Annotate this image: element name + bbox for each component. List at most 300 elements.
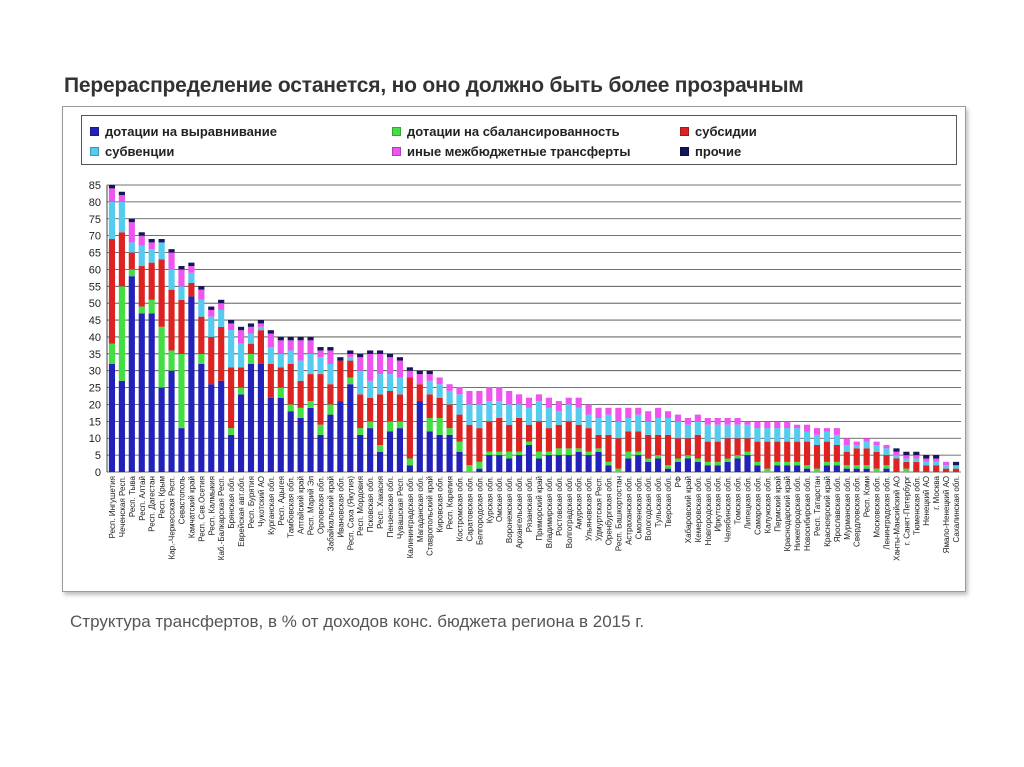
- bar-segment: [546, 428, 552, 452]
- bar-segment: [447, 384, 453, 391]
- bar-segment: [645, 411, 651, 421]
- bar-segment: [377, 354, 383, 374]
- bar-segment: [864, 438, 870, 441]
- x-tick-label: Московская обл.: [872, 476, 882, 538]
- bar-segment: [734, 458, 740, 472]
- bar-segment: [645, 421, 651, 435]
- bar-segment: [298, 381, 304, 408]
- x-tick-label: Оренбургская обл.: [604, 476, 614, 546]
- x-tick-label: Респ. Сев.Осетия: [197, 476, 207, 542]
- bar-segment: [208, 337, 214, 384]
- bar-segment: [307, 354, 313, 374]
- bar-segment: [486, 452, 492, 455]
- bar-segment: [566, 455, 572, 472]
- bar-segment: [317, 350, 323, 357]
- bar-segment: [476, 469, 482, 472]
- bar-segment: [556, 425, 562, 449]
- bar-segment: [824, 428, 830, 431]
- bar-segment: [804, 465, 810, 468]
- bar-segment: [407, 367, 413, 370]
- x-tick-label: Краснодарский край: [783, 476, 793, 552]
- bar-segment: [685, 455, 691, 458]
- bar-segment: [754, 421, 760, 428]
- bar-segment: [516, 394, 522, 404]
- bar-segment: [208, 317, 214, 337]
- bar-segment: [288, 340, 294, 350]
- bar-segment: [298, 361, 304, 381]
- bar-segment: [734, 455, 740, 458]
- bar-segment: [834, 428, 840, 435]
- bar-segment: [814, 428, 820, 435]
- bar-segment: [417, 374, 423, 384]
- bar-segment: [268, 334, 274, 348]
- x-tick-label: Респ. Марий Эл: [306, 476, 316, 536]
- bar-segment: [198, 364, 204, 472]
- bar-segment: [615, 469, 621, 472]
- x-tick-label: Курская обл.: [485, 476, 495, 524]
- bar-segment: [913, 462, 919, 472]
- bar-segment: [516, 452, 522, 455]
- bar-segment: [764, 469, 770, 472]
- bar-segment: [566, 398, 572, 405]
- bar-segment: [804, 425, 810, 432]
- bar-segment: [298, 418, 304, 472]
- bar-segment: [635, 408, 641, 415]
- slide-title: Перераспределение останется, но оно должно быть более прозрачным: [64, 74, 804, 97]
- bar-segment: [556, 401, 562, 411]
- bar-segment: [317, 347, 323, 350]
- bar-segment: [516, 418, 522, 452]
- bar-segment: [685, 425, 691, 439]
- y-tick-label: 80: [88, 196, 101, 209]
- bar-segment: [278, 367, 284, 387]
- bar-segment: [605, 465, 611, 472]
- bar-segment: [576, 452, 582, 472]
- bar-segment: [595, 435, 601, 449]
- bar-segment: [397, 394, 403, 421]
- bar-segment: [754, 462, 760, 465]
- x-tick-label: Пермский край: [773, 476, 783, 532]
- legend-label-subventions: субвенции: [105, 143, 175, 159]
- y-tick-label: 30: [88, 365, 101, 378]
- x-tick-label: Калужская обл.: [763, 476, 773, 534]
- bar-segment: [466, 465, 472, 472]
- bar-segment: [605, 408, 611, 415]
- x-tick-label: Приморский край: [534, 475, 544, 541]
- bar-segment: [675, 421, 681, 438]
- bar-segment: [278, 398, 284, 472]
- bar-segment: [149, 300, 155, 314]
- bar-segment: [288, 404, 294, 411]
- bar-segment: [645, 458, 651, 461]
- x-tick-label: Ульяновская обл.: [584, 476, 594, 541]
- bar-segment: [784, 442, 790, 462]
- x-tick-label: Кар.-Черкесская Респ.: [167, 476, 177, 560]
- bar-segment: [109, 185, 115, 188]
- bar-segment: [377, 452, 383, 472]
- bar-segment: [913, 455, 919, 458]
- x-tick-label: Томская обл.: [733, 476, 743, 525]
- bar-segment: [804, 469, 810, 472]
- bar-segment: [407, 465, 413, 472]
- bar-segment: [298, 408, 304, 418]
- bar-segment: [893, 458, 899, 472]
- bar-segment: [625, 431, 631, 451]
- x-tick-label: РФ: [673, 476, 683, 488]
- bar-segment: [804, 442, 810, 466]
- bar-segment: [159, 242, 165, 259]
- bar-segment: [595, 408, 601, 418]
- x-tick-label: Каб.-Балкарская Респ.: [217, 476, 227, 561]
- bar-segment: [317, 357, 323, 374]
- stacked-bar-chart: [63, 107, 967, 593]
- bar-segment: [576, 425, 582, 449]
- bar-segment: [228, 435, 234, 472]
- bar-segment: [278, 340, 284, 354]
- bar-segment: [377, 374, 383, 394]
- bar-segment: [397, 428, 403, 472]
- bar-segment: [198, 354, 204, 364]
- bar-segment: [824, 442, 830, 462]
- bar-segment: [943, 465, 949, 468]
- bar-segment: [238, 330, 244, 344]
- x-tick-label: Респ. Мордовия: [356, 476, 366, 536]
- bar-segment: [893, 455, 899, 458]
- bar-segment: [655, 458, 661, 472]
- bar-segment: [327, 415, 333, 472]
- x-tick-label: Омская обл.: [495, 476, 505, 522]
- y-tick-label: 70: [88, 230, 101, 243]
- legend-label-other-transfers: иные межбюджетные трансферты: [407, 143, 631, 159]
- bar-segment: [635, 452, 641, 455]
- bar-segment: [456, 452, 462, 472]
- bar-segment: [109, 344, 115, 364]
- bar-segment: [476, 391, 482, 405]
- bar-segment: [903, 458, 909, 461]
- bar-segment: [218, 303, 224, 310]
- y-tick-label: 50: [88, 298, 101, 311]
- bar-segment: [109, 188, 115, 202]
- x-tick-label: Чеченская Респ.: [117, 476, 127, 538]
- x-tick-label: Кировская обл.: [435, 476, 445, 533]
- x-tick-label: Магаданская обл.: [415, 476, 425, 543]
- bar-segment: [725, 458, 731, 461]
- x-tick-label: Респ. Адыгея: [276, 476, 286, 526]
- x-tick-label: Волгоградская обл.: [564, 476, 574, 549]
- x-tick-label: Удмуртская Респ.: [594, 476, 604, 542]
- bar-segment: [605, 415, 611, 435]
- bar-segment: [447, 435, 453, 472]
- bar-segment: [566, 448, 572, 455]
- bar-segment: [526, 442, 532, 445]
- x-tick-label: Калининградская обл.: [405, 476, 415, 559]
- chart-caption: Структура трансфертов, в % от доходов конс. бюджета региона в 2015 г.: [70, 612, 645, 631]
- bar-segment: [625, 458, 631, 472]
- bar-segment: [496, 455, 502, 472]
- bar-segment: [317, 425, 323, 435]
- bar-segment: [268, 347, 274, 364]
- bar-segment: [437, 418, 443, 435]
- bar-segment: [685, 438, 691, 455]
- x-tick-label: Чувашская Респ.: [395, 476, 405, 540]
- bar-segment: [238, 394, 244, 472]
- x-tick-label: Хабаровский край: [683, 476, 693, 544]
- bar-segment: [705, 425, 711, 442]
- bar-segment: [208, 384, 214, 472]
- bar-segment: [149, 242, 155, 249]
- y-tick-label: 65: [88, 247, 101, 260]
- bar-segment: [447, 404, 453, 428]
- bar-segment: [615, 421, 621, 438]
- bar-segment: [923, 462, 929, 465]
- bar-segment: [129, 276, 135, 472]
- bar-segment: [347, 361, 353, 378]
- bar-segment: [188, 283, 194, 297]
- bar-segment: [427, 418, 433, 432]
- bar-segment: [347, 377, 353, 384]
- x-tick-label: Кемеровская обл.: [693, 476, 703, 543]
- x-tick-label: Псковская обл.: [366, 476, 376, 533]
- x-tick-label: Брянская обл.: [227, 476, 237, 529]
- bar-segment: [645, 435, 651, 459]
- bar-segment: [417, 401, 423, 472]
- x-tick-label: Респ. Бурятия: [246, 476, 256, 529]
- bar-segment: [824, 431, 830, 441]
- bar-segment: [387, 391, 393, 421]
- bar-segment: [953, 469, 959, 472]
- bar-segment: [556, 455, 562, 472]
- bar-segment: [188, 266, 194, 273]
- bar-segment: [357, 371, 363, 395]
- x-tick-label: Ненецкий АО: [922, 476, 932, 526]
- bar-segment: [278, 337, 284, 340]
- bar-segment: [725, 462, 731, 472]
- bar-segment: [486, 401, 492, 421]
- bar-segment: [367, 354, 373, 381]
- bar-segment: [685, 458, 691, 472]
- bar-segment: [119, 195, 125, 202]
- y-tick-label: 40: [88, 331, 101, 344]
- bar-segment: [447, 428, 453, 435]
- bar-segment: [119, 202, 125, 232]
- bar-segment: [397, 361, 403, 378]
- y-tick-label: 35: [88, 348, 101, 361]
- bar-segment: [903, 462, 909, 469]
- bar-segment: [238, 344, 244, 368]
- x-tick-label: Амурская обл.: [574, 476, 584, 530]
- bar-segment: [913, 458, 919, 461]
- bar-segment: [715, 425, 721, 442]
- bar-segment: [327, 384, 333, 404]
- bar-segment: [834, 445, 840, 462]
- bar-segment: [516, 455, 522, 472]
- x-tick-label: Ставропольский край: [425, 476, 435, 556]
- bar-segment: [794, 465, 800, 472]
- bar-segment: [794, 425, 800, 428]
- bar-segment: [893, 448, 899, 451]
- bar-segment: [814, 469, 820, 472]
- bar-segment: [824, 462, 830, 465]
- bar-segment: [893, 452, 899, 455]
- bar-segment: [536, 452, 542, 459]
- bar-segment: [149, 239, 155, 242]
- bar-segment: [218, 310, 224, 327]
- x-tick-label: Ивановская обл.: [336, 476, 346, 538]
- bar-segment: [307, 340, 313, 354]
- x-tick-label: Белгородская обл.: [475, 476, 485, 545]
- bar-segment: [417, 371, 423, 374]
- legend-label-other: прочие: [695, 143, 742, 159]
- bar-segment: [307, 337, 313, 340]
- bar-segment: [268, 364, 274, 398]
- chart-frame: [62, 106, 966, 592]
- bar-segment: [595, 452, 601, 472]
- bar-segment: [357, 357, 363, 371]
- bar-segment: [119, 192, 125, 195]
- bar-segment: [874, 445, 880, 452]
- bar-segment: [228, 428, 234, 435]
- bar-segment: [883, 455, 889, 465]
- bar-segment: [496, 401, 502, 418]
- bar-segment: [784, 465, 790, 472]
- bar-segment: [109, 239, 115, 344]
- bar-segment: [178, 428, 184, 472]
- bar-segment: [655, 455, 661, 458]
- bar-segment: [844, 452, 850, 466]
- legend-label-equalization: дотации на выравнивание: [105, 123, 277, 139]
- bar-segment: [357, 394, 363, 428]
- bar-segment: [367, 381, 373, 398]
- bar-segment: [476, 428, 482, 462]
- x-tick-label: Мурманская обл.: [842, 476, 852, 540]
- bar-segment: [248, 344, 254, 354]
- bar-segment: [625, 408, 631, 418]
- bar-segment: [486, 421, 492, 451]
- bar-segment: [784, 428, 790, 442]
- bar-segment: [764, 428, 770, 442]
- bar-segment: [139, 232, 145, 235]
- x-tick-label: Новгородская обл.: [703, 476, 713, 546]
- bar-segment: [734, 438, 740, 455]
- x-tick-label: Сахалинская обл.: [952, 476, 962, 543]
- bar-segment: [546, 452, 552, 455]
- bar-segment: [149, 249, 155, 263]
- bar-segment: [675, 415, 681, 422]
- bar-segment: [705, 442, 711, 462]
- bar-segment: [725, 425, 731, 439]
- x-tick-label: Вологодская обл.: [644, 476, 654, 541]
- bar-segment: [903, 455, 909, 458]
- bar-segment: [437, 377, 443, 384]
- x-tick-label: Смоленская обл.: [634, 476, 644, 540]
- x-tick-label: Севастополь: [177, 476, 187, 525]
- bar-segment: [129, 269, 135, 276]
- bar-segment: [635, 431, 641, 451]
- bar-segment: [844, 469, 850, 472]
- bar-segment: [844, 445, 850, 452]
- bar-segment: [367, 350, 373, 353]
- x-tick-label: Ханты-Мансийский АО: [892, 476, 902, 561]
- bar-segment: [715, 442, 721, 462]
- bar-segment: [178, 266, 184, 269]
- bar-segment: [576, 398, 582, 408]
- bar-segment: [744, 452, 750, 455]
- y-tick-label: 0: [94, 467, 101, 479]
- bar-segment: [883, 445, 889, 448]
- bar-segment: [198, 290, 204, 300]
- bar-segment: [705, 465, 711, 472]
- bar-segment: [377, 445, 383, 452]
- x-tick-label: Ленинградская обл.: [882, 476, 892, 550]
- bar-segment: [734, 425, 740, 439]
- bar-segment: [764, 421, 770, 428]
- bar-segment: [625, 418, 631, 432]
- bar-segment: [129, 222, 135, 242]
- y-tick-label: 55: [88, 281, 101, 294]
- x-tick-label: Тюменская обл.: [912, 476, 922, 536]
- bar-segment: [844, 465, 850, 468]
- bar-segment: [347, 357, 353, 360]
- bar-segment: [139, 236, 145, 246]
- bar-segment: [466, 391, 472, 405]
- bar-segment: [913, 452, 919, 455]
- bar-segment: [377, 350, 383, 353]
- bar-segment: [198, 286, 204, 289]
- bar-segment: [149, 313, 155, 472]
- bar-segment: [337, 357, 343, 360]
- legend-label-subsidies: субсидии: [695, 123, 757, 139]
- bar-segment: [407, 377, 413, 458]
- bar-segment: [844, 438, 850, 445]
- bar-segment: [933, 465, 939, 472]
- bar-segment: [874, 469, 880, 472]
- bar-segment: [665, 435, 671, 465]
- bar-segment: [943, 462, 949, 465]
- x-tick-label: Ямало-Ненецкий АО: [942, 476, 952, 554]
- bar-segment: [347, 350, 353, 353]
- bar-segment: [496, 452, 502, 455]
- bar-segment: [824, 465, 830, 472]
- bar-segment: [953, 462, 959, 465]
- bar-segment: [615, 408, 621, 422]
- bar-segment: [774, 462, 780, 465]
- x-tick-label: Респ. Татарстан: [813, 476, 823, 536]
- bar-segment: [159, 388, 165, 472]
- x-tick-label: Орловская обл.: [316, 476, 326, 535]
- bar-segment: [923, 465, 929, 472]
- bar-segment: [744, 421, 750, 424]
- bar-segment: [427, 381, 433, 395]
- bar-segment: [536, 394, 542, 401]
- bar-segment: [129, 219, 135, 222]
- bar-segment: [933, 455, 939, 458]
- bar-segment: [119, 381, 125, 472]
- bar-segment: [139, 246, 145, 266]
- bar-segment: [774, 442, 780, 462]
- x-tick-label: Новосибирская обл.: [803, 476, 813, 552]
- bar-segment: [715, 462, 721, 465]
- bar-segment: [486, 388, 492, 402]
- bar-segment: [834, 462, 840, 465]
- bar-segment: [268, 398, 274, 472]
- bar-segment: [387, 357, 393, 374]
- bar-segment: [526, 425, 532, 442]
- bar-segment: [774, 421, 780, 428]
- bar-segment: [665, 465, 671, 468]
- bar-segment: [397, 421, 403, 428]
- x-tick-label: Респ. Крым: [157, 476, 167, 519]
- bar-segment: [675, 438, 681, 458]
